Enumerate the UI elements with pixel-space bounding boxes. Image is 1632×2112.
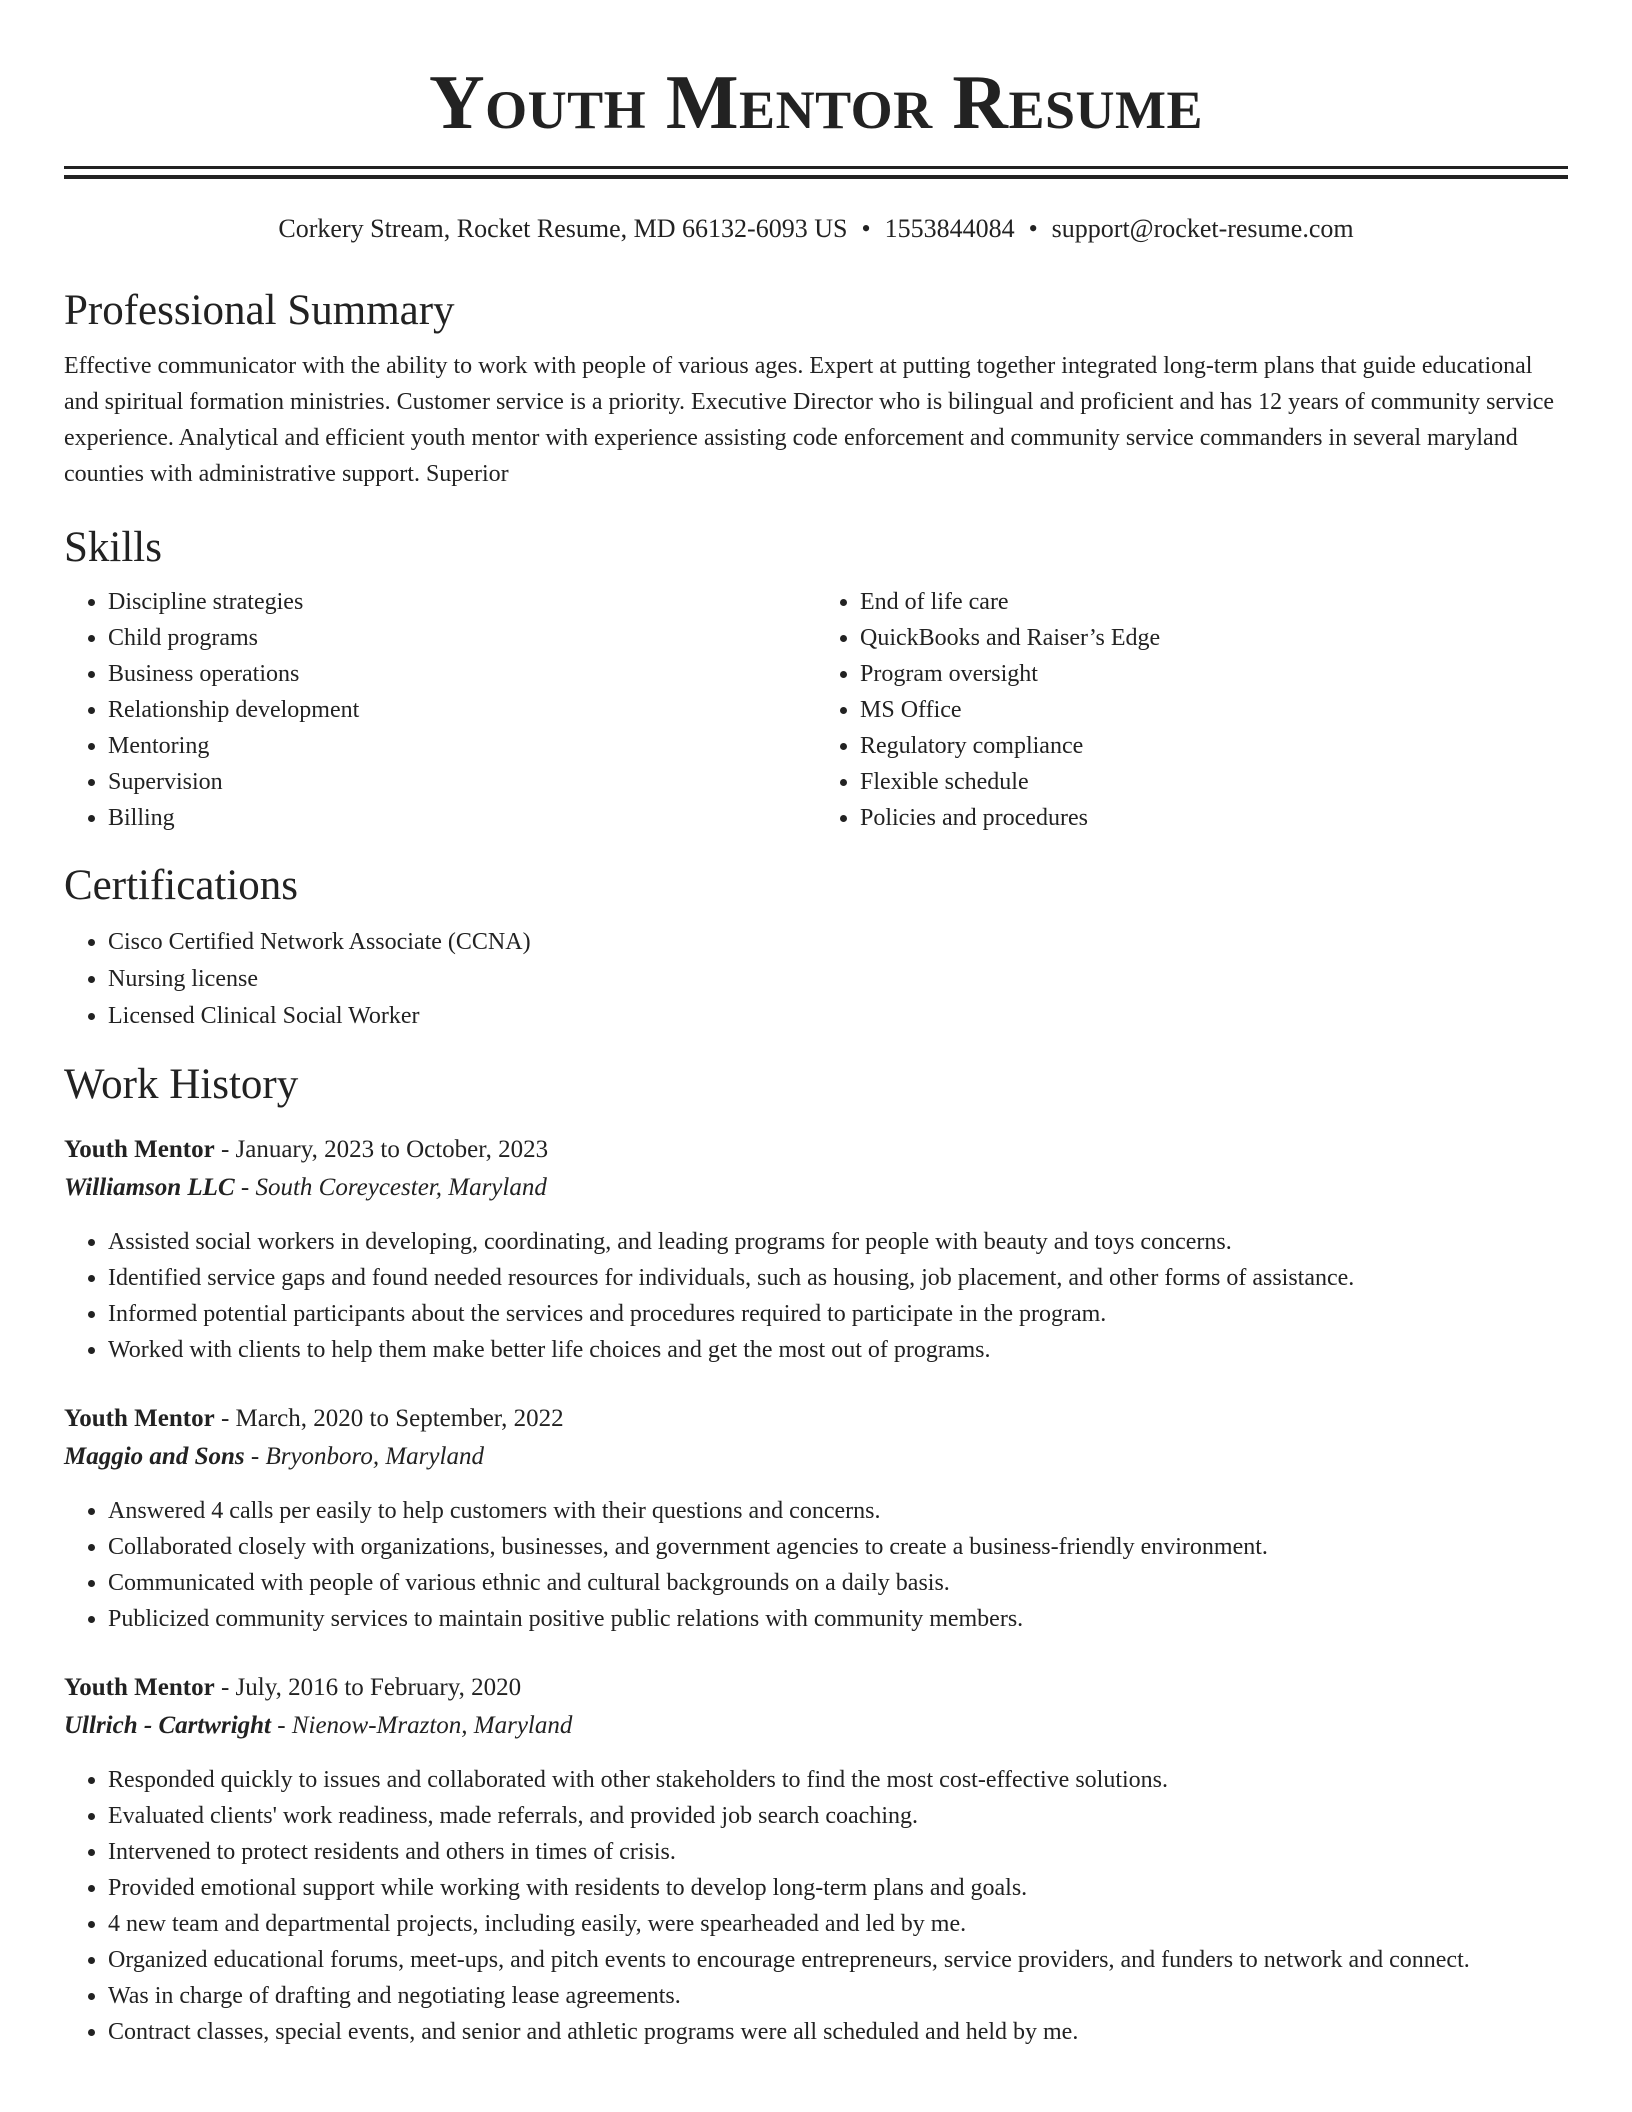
- skills-heading: Skills: [64, 524, 162, 571]
- job-role: Youth Mentor: [64, 1136, 215, 1163]
- job-duty: • Communicated with people of various ethnic and cultural backgrounds on a daily basis.: [108, 1565, 1568, 1601]
- skill-item: • Program oversight: [860, 656, 1568, 692]
- skill-item: • Child programs: [108, 620, 816, 656]
- job-duties-list: [64, 1493, 1568, 1637]
- title-divider: [64, 166, 1568, 179]
- job-title-line: [64, 1400, 1568, 1438]
- skill-item: • Billing: [108, 800, 816, 836]
- job-role: Youth Mentor: [64, 1405, 215, 1432]
- job-duty: • Was in charge of drafting and negotiating lease agreements.: [108, 1978, 1568, 2014]
- skill-item: • Supervision: [108, 764, 816, 800]
- job-title-line: [64, 1669, 1568, 1707]
- job-location: South Coreycester, Maryland: [255, 1174, 547, 1201]
- contact-separator: •: [1028, 214, 1038, 243]
- contact-email: support@rocket-resume.com: [1051, 214, 1354, 243]
- job-dates: March, 2020 to September, 2022: [235, 1405, 564, 1432]
- summary-text: Effective communicator with the ability to work with people of various ages. Expert at putting together integrated long-term plans that guide educational and spiritual formation ministries. Customer service is a priority. Executive Director who is bilingual and proficient and has 12 years of community service experience. Analytical and efficient youth mentor with experience assisting code enforcement and community service commanders in several maryland counties with administrative support. Superior: [64, 353, 1555, 487]
- skill-item: • Policies and procedures: [860, 800, 1568, 836]
- certifications-heading: Certifications: [64, 862, 299, 909]
- skill-item: • Discipline strategies: [108, 584, 816, 620]
- job-duty: • Answered 4 calls per easily to help customers with their questions and concerns.: [108, 1493, 1568, 1529]
- job-duty: • Evaluated clients' work readiness, made referrals, and provided job search coaching.: [108, 1798, 1568, 1834]
- job-company-line: [64, 1438, 1568, 1476]
- skills-list-right: [816, 584, 1568, 836]
- contact-address: Corkery Stream, Rocket Resume, MD 66132-6093 US: [278, 214, 848, 243]
- contact-line: [64, 213, 1568, 245]
- job-company: Ullrich - Cartwright: [64, 1712, 271, 1739]
- job-duty: • Identified service gaps and found needed resources for individuals, such as housing, job placement, and other forms of assistance.: [108, 1260, 1568, 1296]
- job-company-line: [64, 1169, 1568, 1207]
- resume-title: Youth Mentor Resume: [429, 59, 1203, 145]
- job-dates: January, 2023 to October, 2023: [235, 1136, 549, 1163]
- skills-columns: [64, 584, 1568, 836]
- job-duty: • 4 new team and departmental projects, including easily, were spearheaded and led by me.: [108, 1906, 1568, 1942]
- job-entry: [64, 1131, 1568, 1368]
- summary-heading: Professional Summary: [64, 287, 455, 334]
- job-duty: • Worked with clients to help them make better life choices and get the most out of programs.: [108, 1332, 1568, 1368]
- job-company: Williamson LLC: [64, 1174, 235, 1201]
- work-history-heading: Work History: [64, 1061, 299, 1108]
- job-duty: • Contract classes, special events, and senior and athletic programs were all scheduled and held by me.: [108, 2014, 1568, 2050]
- job-duty: • Responded quickly to issues and collaborated with other stakeholders to find the most cost-effective solutions.: [108, 1762, 1568, 1798]
- job-entry: [64, 1400, 1568, 1637]
- job-dash: -: [214, 1405, 236, 1432]
- job-duty: • Collaborated closely with organizations, businesses, and government agencies to create a business-friendly environment.: [108, 1529, 1568, 1565]
- job-dash: -: [244, 1443, 266, 1470]
- job-duty: • Informed potential participants about the services and procedures required to participate in the program.: [108, 1296, 1568, 1332]
- contact-phone: 1553844084: [884, 214, 1015, 243]
- job-location: Nienow-Mrazton, Maryland: [291, 1712, 573, 1739]
- job-dates: July, 2016 to February, 2020: [235, 1674, 522, 1701]
- job-entry: [64, 1669, 1568, 2050]
- certification-item: • Licensed Clinical Social Worker: [108, 998, 1568, 1035]
- skill-item: • End of life care: [860, 584, 1568, 620]
- skill-item: • Regulatory compliance: [860, 728, 1568, 764]
- job-dash: -: [214, 1136, 236, 1163]
- job-location: Bryonboro, Maryland: [265, 1443, 484, 1470]
- skill-item: • Mentoring: [108, 728, 816, 764]
- certification-item: • Cisco Certified Network Associate (CCNA): [108, 924, 1568, 961]
- skill-item: • Business operations: [108, 656, 816, 692]
- divider-line-bottom: [64, 175, 1568, 179]
- divider-line-top: [64, 166, 1568, 169]
- job-duty: • Assisted social workers in developing, coordinating, and leading programs for people with beauty and toys concerns.: [108, 1224, 1568, 1260]
- job-duty: • Publicized community services to maintain positive public relations with community members.: [108, 1601, 1568, 1637]
- job-dash: -: [271, 1712, 292, 1739]
- skills-list-left: [64, 584, 816, 836]
- certifications-list: [64, 924, 1568, 1035]
- skill-item: • QuickBooks and Raiser’s Edge: [860, 620, 1568, 656]
- contact-separator: •: [861, 214, 871, 243]
- skill-item: • Flexible schedule: [860, 764, 1568, 800]
- job-dash: -: [234, 1174, 256, 1201]
- job-duties-list: [64, 1224, 1568, 1368]
- skill-item: • MS Office: [860, 692, 1568, 728]
- job-dash: -: [214, 1674, 236, 1701]
- job-duty: • Intervened to protect residents and others in times of crisis.: [108, 1834, 1568, 1870]
- job-role: Youth Mentor: [64, 1674, 215, 1701]
- job-company: Maggio and Sons: [64, 1443, 245, 1470]
- job-duty: • Provided emotional support while working with residents to develop long-term plans and goals.: [108, 1870, 1568, 1906]
- job-duties-list: [64, 1762, 1568, 2050]
- certification-item: • Nursing license: [108, 961, 1568, 998]
- job-duty: • Organized educational forums, meet-ups, and pitch events to encourage entrepreneurs, service providers, and funders to network and connect.: [108, 1942, 1568, 1978]
- skill-item: • Relationship development: [108, 692, 816, 728]
- job-company-line: [64, 1707, 1568, 1745]
- job-title-line: [64, 1131, 1568, 1169]
